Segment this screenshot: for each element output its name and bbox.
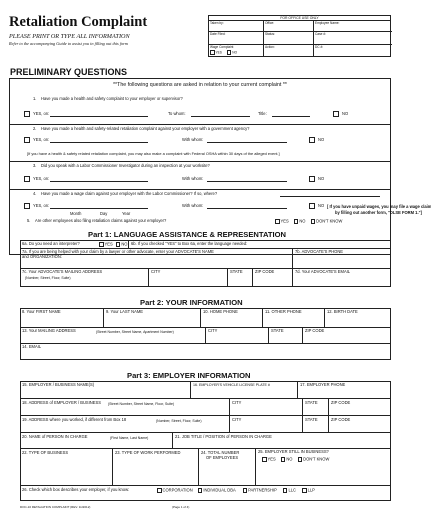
- mailing-address-label: 13. Your MAILING ADDRESS: [22, 328, 76, 333]
- q2-with-whom-label: With whom:: [182, 137, 204, 142]
- divider: [190, 381, 191, 398]
- divider: [172, 432, 173, 448]
- q2-no-checkbox[interactable]: [309, 137, 315, 143]
- license-plate-label: 16. EMPLOYER'S VEHICLE LICENSE PLATE #: [193, 383, 270, 387]
- divider: [20, 343, 391, 344]
- q5-yes-checkbox[interactable]: [275, 219, 280, 224]
- case-number-label: Case #:: [315, 31, 326, 36]
- business-no-label: NO: [286, 456, 293, 462]
- q7a-label: 7a. If you are being helped with your claim by a lawyer or other advocate, enter your ADVOCATE'S NAME: [22, 249, 214, 254]
- advocate-city-label: CITY: [151, 269, 161, 274]
- q5-number: 5.: [27, 218, 31, 223]
- q5-no-checkbox[interactable]: [294, 219, 299, 224]
- work-state-label: STATE: [305, 417, 318, 422]
- q1-number: 1.: [33, 96, 37, 101]
- total-employees-label-2: OF EMPLOYEES: [206, 455, 239, 460]
- q2-osha-note: [If you have a health & safety related retaliation complaint, you may also make a complaint with Federal OSHA within 30 days of the alleged event.]: [27, 151, 280, 156]
- part3-table: [20, 381, 391, 501]
- interpreter-yes-label: YES: [104, 241, 113, 247]
- divider: [262, 308, 263, 327]
- q3-with-whom-label: With whom:: [182, 176, 204, 181]
- q7c-sublabel: (Number, Street, Floor, Suite): [25, 276, 71, 280]
- divider: [252, 268, 253, 287]
- q3-text: Did you speak with a Labor Commissioner Investigator during an inspection at your worksite?: [41, 163, 210, 168]
- status-field[interactable]: [264, 32, 314, 45]
- business-yes-label: YES: [267, 456, 276, 462]
- divider: [9, 161, 391, 162]
- q1-text: Have you made a health and safety complaint to your employer or supervisor?: [41, 96, 183, 101]
- q2-text: Have you made a health and safety-related retaliation complaint against your employer with a government agency?: [41, 126, 250, 131]
- q1-no-label: NO: [342, 111, 349, 116]
- employee-name-field[interactable]: [314, 21, 392, 32]
- corporation-label: CORPORATION: [162, 487, 193, 493]
- wage-complaint-label: Wage Complaint: [210, 44, 234, 49]
- business-dont-know-checkbox[interactable]: [298, 457, 303, 462]
- business-no-checkbox[interactable]: [281, 457, 286, 462]
- q5-yes-label: YES: [280, 218, 289, 224]
- form-title: Retaliation Complaint: [9, 14, 148, 30]
- part1-heading: Part 1: LANGUAGE ASSISTANCE & REPRESENTATION: [88, 230, 287, 239]
- office-use-box: [208, 15, 391, 57]
- divider: [229, 398, 230, 415]
- business-yes-checkbox[interactable]: [262, 457, 267, 462]
- divider: [205, 327, 206, 343]
- your-city-label: CITY: [208, 328, 218, 333]
- llp-label: LLP: [307, 487, 315, 493]
- print-instructions: PLEASE PRINT OR TYPE ALL INFORMATION: [9, 33, 130, 40]
- q4-yes-label: YES, on:: [33, 203, 50, 208]
- interpreter-yes-checkbox[interactable]: [99, 242, 104, 247]
- q2-no-label: NO: [318, 137, 325, 142]
- birth-date-label: 12. BIRTH DATE: [327, 309, 358, 314]
- q1-no-checkbox[interactable]: [333, 111, 339, 117]
- email-label: 14. EMAIL: [22, 344, 42, 349]
- taken-by-field[interactable]: [209, 21, 264, 32]
- divider: [9, 189, 391, 190]
- q3-no-checkbox[interactable]: [309, 176, 315, 182]
- last-name-label: 9. Your LAST NAME: [106, 309, 144, 314]
- employer-name-label: 15. EMPLOYER / BUSINESS NAME(S): [22, 382, 95, 387]
- wage-yes-label: YES: [215, 50, 222, 55]
- divider: [227, 268, 228, 287]
- divider: [103, 308, 104, 327]
- q4-yes-checkbox[interactable]: [24, 203, 30, 209]
- home-phone-label: 10. HOME PHONE: [203, 309, 238, 314]
- work-address-label: 19. ADDRESS where you worked, if different from Box 18: [22, 417, 127, 422]
- q1-date-input[interactable]: [50, 116, 148, 117]
- q3-date-input[interactable]: [50, 181, 148, 182]
- divider: [148, 268, 149, 287]
- preliminary-heading: PRELIMINARY QUESTIONS: [10, 67, 128, 77]
- other-phone-label: 11. OTHER PHONE: [265, 309, 302, 314]
- divider: [324, 308, 325, 327]
- q4-month-label: Month: [70, 211, 82, 216]
- q2-date-input[interactable]: [50, 142, 148, 143]
- individual-dba-checkbox[interactable]: [198, 488, 203, 493]
- office-label: Office:: [265, 20, 275, 25]
- divider: [229, 415, 230, 432]
- q6b-label: 6b. If you checked "YES" to Box 6a, enter the language needed:: [131, 241, 248, 246]
- employer-zip-label: ZIP CODE: [331, 400, 351, 405]
- q5-dont-know-checkbox[interactable]: [311, 219, 316, 224]
- employee-name-label: Employee Name:: [315, 20, 340, 25]
- employer-address-label: 18. ADDRESS of EMPLOYER / BUSINESS: [22, 400, 101, 405]
- divider: [20, 485, 391, 486]
- preliminary-note: **The following questions are asked in relation to your current complaint **: [112, 82, 287, 88]
- divider: [200, 308, 201, 327]
- divider: [20, 415, 391, 416]
- footer-page-number: (Page 1 of 4): [172, 505, 190, 509]
- q1-title-label: Title:: [258, 111, 267, 116]
- q4-day-label: Day: [100, 211, 108, 216]
- job-title-label: 21. JOB TITLE / POSITION of PERSON IN CHARGE: [175, 434, 272, 439]
- q5-no-label: NO: [299, 218, 306, 224]
- work-address-sublabel: (Number, Street, Floor, Suite): [156, 419, 202, 423]
- employer-type-options: [157, 488, 315, 493]
- q4-date-input[interactable]: [50, 208, 148, 209]
- wage-no-label: NO: [232, 50, 238, 55]
- q6a-label: 6a. Do you need an interpreter?: [22, 241, 80, 246]
- employer-address-sublabel: (Street Number, Street Name, Floor, Suite): [108, 402, 175, 406]
- total-employees-label: 24. TOTAL NUMBER: [201, 450, 240, 455]
- q4-wage-note-1: [ If you have unpaid wages, you may file a wage claim: [327, 204, 431, 209]
- q2-number: 2.: [33, 126, 37, 131]
- mailing-address-sublabel: (Street Number, Street Name, Apartment Number): [96, 330, 174, 334]
- dc-number-field[interactable]: [314, 45, 392, 57]
- q1-to-whom-label: To whom:: [168, 111, 186, 116]
- person-in-charge-label: 20. NAME of PERSON IN CHARGE: [22, 434, 88, 439]
- divider: [268, 327, 269, 343]
- llc-checkbox[interactable]: [283, 488, 288, 493]
- work-city-label: CITY: [232, 417, 242, 422]
- q7b-label: 7b. ADVOCATE'S PHONE: [295, 249, 344, 254]
- llc-label: LLC: [288, 487, 296, 493]
- still-in-business-options: [262, 457, 329, 462]
- q4-text: Have you made a wage claim against your employer with the Labor Commissioner? If so, where?: [41, 191, 218, 196]
- divider: [255, 448, 256, 485]
- employer-city-label: CITY: [232, 400, 242, 405]
- q5-options: [275, 219, 342, 224]
- q3-number: 3.: [33, 163, 37, 168]
- q4-no-checkbox[interactable]: [309, 203, 315, 209]
- divider: [297, 381, 298, 398]
- q7a-label-2: and ORGANIZATION:: [22, 254, 62, 259]
- dc-number-label: DC #:: [315, 44, 324, 49]
- divider: [302, 327, 303, 343]
- q6a-options: [99, 242, 127, 247]
- q7c-label: 7c. Your ADVOCATE'S MAILING ADDRESS: [22, 269, 103, 274]
- office-field[interactable]: [264, 21, 314, 32]
- wage-complaint-field: [209, 45, 264, 57]
- your-zip-label: ZIP CODE: [305, 328, 325, 333]
- type-of-business-label: 22. TYPE OF BUSINESS: [22, 450, 69, 455]
- part3-heading: Part 3: EMPLOYER INFORMATION: [127, 371, 251, 380]
- guide-reference: Refer to the accompanying Guide to assist you in filling out this form: [9, 41, 128, 46]
- q2-yes-label: YES, on:: [33, 137, 50, 142]
- q2-with-whom-input[interactable]: [207, 142, 287, 143]
- business-dont-know-label: DON'T KNOW: [303, 456, 330, 462]
- q4-year-label: Year: [122, 211, 131, 216]
- divider: [9, 124, 391, 125]
- corporation-checkbox[interactable]: [157, 488, 162, 493]
- q4-wage-note-2: by filling out another form, "DLSE FORM 1."]: [335, 210, 422, 215]
- case-number-field[interactable]: [314, 32, 392, 45]
- office-use-heading: FOR OFFICE USE ONLY: [209, 16, 390, 21]
- first-name-label: 8. Your FIRST NAME: [22, 309, 61, 314]
- interpreter-no-checkbox[interactable]: [116, 242, 121, 247]
- your-state-label: STATE: [271, 328, 284, 333]
- date-filed-field[interactable]: [209, 32, 264, 45]
- divider: [112, 448, 113, 485]
- individual-dba-label: INDIVIDUAL DBA: [203, 487, 236, 493]
- q4-number: 4.: [33, 191, 37, 196]
- type-of-work-label: 23. TYPE OF WORK PERFORMED: [115, 450, 181, 455]
- q3-with-whom-input[interactable]: [207, 181, 287, 182]
- divider: [20, 432, 391, 433]
- wage-no-checkbox[interactable]: [227, 50, 232, 55]
- q2-yes-checkbox[interactable]: [24, 137, 30, 143]
- q5-dont-know-label: DON'T KNOW: [316, 218, 343, 224]
- footer-form-id: DOC-10 RETALIATION COMPLAINT (REV. 11/2012): [20, 505, 91, 509]
- taken-by-label: Taken by:: [210, 20, 224, 25]
- action-label: Action:: [265, 44, 275, 49]
- partnership-checkbox[interactable]: [243, 488, 248, 493]
- divider: [198, 448, 199, 485]
- q1-yes-checkbox[interactable]: [24, 111, 30, 117]
- work-zip-label: ZIP CODE: [331, 417, 351, 422]
- wage-yes-checkbox[interactable]: [210, 50, 215, 55]
- q3-yes-label: YES, on:: [33, 176, 50, 181]
- employer-state-label: STATE: [305, 400, 318, 405]
- q4-with-whom-input[interactable]: [207, 208, 287, 209]
- partnership-label: PARTNERSHIP: [248, 487, 277, 493]
- q1-to-whom-input[interactable]: [191, 116, 250, 117]
- advocate-state-label: STATE: [230, 269, 243, 274]
- q4-with-whom-label: With whom:: [182, 203, 204, 208]
- employer-phone-label: 17. EMPLOYER PHONE: [300, 382, 346, 387]
- still-in-business-label: 25. EMPLOYER STILL IN BUSINESS?: [258, 449, 329, 454]
- divider: [20, 448, 391, 449]
- q5-text: Are other employees also filing retaliation claims against your employer?: [35, 218, 167, 223]
- divider: [292, 248, 293, 268]
- date-filed-label: Date Filed:: [210, 31, 226, 36]
- q4-where-input[interactable]: [280, 196, 380, 197]
- q3-yes-checkbox[interactable]: [24, 176, 30, 182]
- divider: [292, 268, 293, 287]
- interpreter-no-label: NO: [121, 241, 128, 247]
- q1-title-input[interactable]: [272, 116, 310, 117]
- person-in-charge-sublabel: (First Name, Last Name): [110, 436, 149, 440]
- employer-type-label: 26. Check which box describes your employer, if you know:: [22, 487, 130, 492]
- advocate-zip-label: ZIP CODE: [255, 269, 275, 274]
- divider: [20, 398, 391, 399]
- q3-no-label: NO: [318, 176, 325, 181]
- llp-checkbox[interactable]: [302, 488, 307, 493]
- status-label: Status:: [265, 31, 275, 36]
- divider: [128, 240, 129, 248]
- advocate-email-label: 7d. Your ADVOCATE'S EMAIL: [295, 269, 351, 274]
- q1-yes-label: YES, on:: [33, 111, 50, 116]
- q4-no-label: NO: [318, 203, 325, 208]
- part2-heading: Part 2: YOUR INFORMATION: [140, 298, 243, 307]
- action-field[interactable]: [264, 45, 314, 57]
